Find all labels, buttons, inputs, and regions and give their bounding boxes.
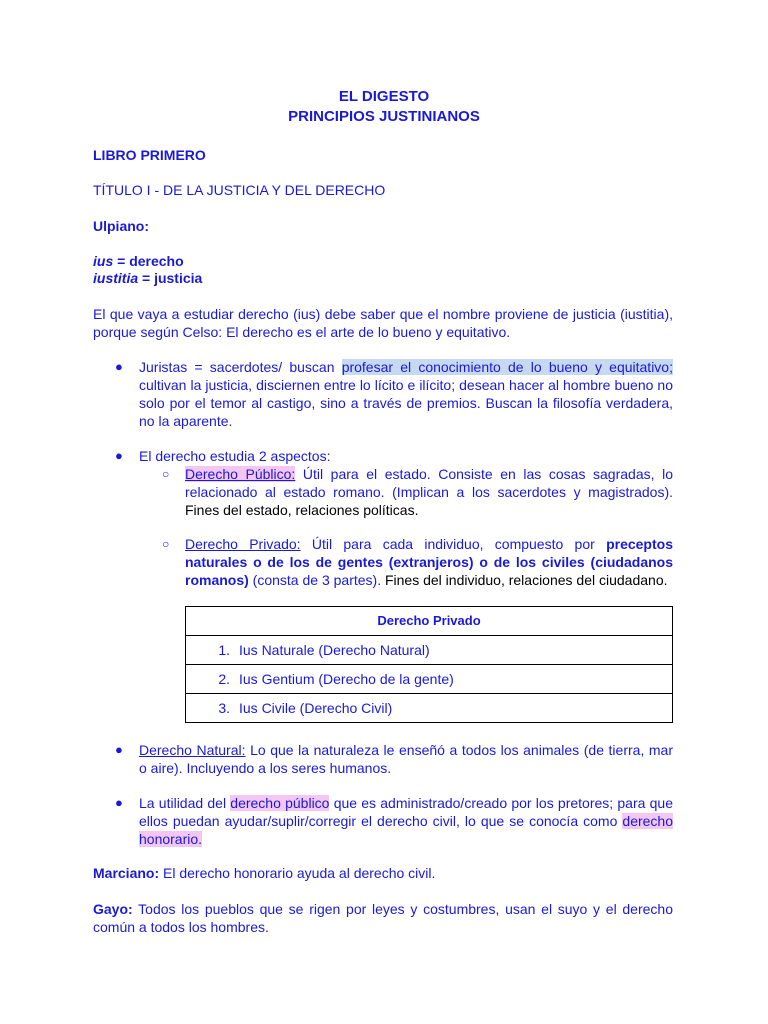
derecho-privado-desc2: (consta de 3 partes). xyxy=(248,572,382,588)
table-row xyxy=(186,636,673,665)
bullet-1-post: cultivan la justicia, disciernen entre lo lícito e ilícito; desean hacer al hombre bueno no solo por el temor al castigo, sino a través de premios. Buscan la filosofía verdadera, no la aparente. xyxy=(139,377,673,429)
bullet-4-marker: ● xyxy=(115,795,123,810)
table-cell xyxy=(186,694,673,723)
row-text: Ius Gentium (Derecho de la gente) xyxy=(239,671,454,687)
iustitia-def: = justicia xyxy=(138,270,203,286)
marciano-paragraph xyxy=(93,864,435,882)
titulo-heading: TÍTULO I - DE LA JUSTICIA Y DEL DERECHO xyxy=(93,182,386,198)
bullet-2-text: El derecho estudia 2 aspectos: xyxy=(139,448,331,464)
bullet-4-pre: La utilidad del xyxy=(139,795,231,811)
bullet-1-pre: Juristas = sacerdotes/ buscan xyxy=(139,359,342,375)
derecho-natural-label: Derecho Natural: xyxy=(139,742,246,758)
gayo-paragraph xyxy=(93,900,673,936)
derecho-privado-extra: Fines del individuo, relaciones del ciudadano. xyxy=(381,572,668,588)
bullet-1-marker: ● xyxy=(115,359,123,374)
derecho-privado-text xyxy=(185,535,673,589)
derecho-privado-label: Derecho Privado: xyxy=(185,536,301,552)
sub-2-marker: ○ xyxy=(162,537,170,551)
table-header: Derecho Privado xyxy=(186,607,673,636)
ius-definition xyxy=(93,252,184,270)
derecho-publico-desc: Útil para el estado. Consiste en las cosas sagradas, lo relacionado al estado romano. (Implican a los sacerdotes y magistrados). xyxy=(185,466,673,500)
derecho-privado-bold: preceptos naturales o de los de gentes (extranjeros) o de los civiles (ciudadanos romanos) xyxy=(185,536,673,588)
table-row xyxy=(186,665,673,694)
table-cell xyxy=(186,665,673,694)
derecho-privado-table xyxy=(185,606,673,723)
ius-term: ius xyxy=(93,253,114,269)
ius-def: = derecho xyxy=(113,253,184,269)
bullet-4-highlight-2: derecho honorario. xyxy=(139,813,673,847)
bullet-4-mid: que es administrado/creado por los pretores; para que ellos puedan ayudar/suplir/corregir el derecho civil, lo que se conocía como xyxy=(139,795,673,829)
doc-title: EL DIGESTO xyxy=(338,88,430,105)
derecho-publico-label: Derecho Público: xyxy=(185,466,296,482)
bullet-4-text xyxy=(139,794,673,848)
gayo-text: Todos los pueblos que se rigen por leyes y costumbres, usan el suyo y el derecho común a todos los hombres. xyxy=(93,901,673,935)
derecho-natural-desc: Lo que la naturaleza le enseñó a todos los animales (de tierra, mar o aire). Incluyendo a los seres humanos. xyxy=(139,742,674,776)
bullet-1-highlight: profesar el conocimiento de lo bueno y equitativo; xyxy=(341,359,673,375)
derecho-publico-text xyxy=(185,465,673,519)
table-cell xyxy=(186,636,673,665)
row-number: 1. xyxy=(218,642,230,658)
bullet-1-text xyxy=(139,358,673,430)
bullet-3-text xyxy=(139,741,673,777)
doc-subtitle: PRINCIPIOS JUSTINIANOS xyxy=(288,108,480,125)
marciano-label: Marciano: xyxy=(93,865,160,881)
bullet-3-marker: ● xyxy=(115,742,123,757)
ulpiano-label: Ulpiano: xyxy=(93,218,149,234)
intro-paragraph: El que vaya a estudiar derecho (ius) debe saber que el nombre proviene de justicia (iustitia), porque según Celso: El derecho es el arte de lo bueno y equitativo. xyxy=(93,306,673,340)
table-row xyxy=(186,694,673,723)
sub-1-marker: ○ xyxy=(162,467,170,481)
row-number: 3. xyxy=(218,700,230,716)
row-text: Ius Naturale (Derecho Natural) xyxy=(239,642,430,658)
row-text: Ius Civile (Derecho Civil) xyxy=(239,700,393,716)
libro-heading: LIBRO PRIMERO xyxy=(93,147,206,163)
iustitia-term: iustitia xyxy=(93,270,139,286)
derecho-publico-extra: Fines del estado, relaciones políticas. xyxy=(185,502,419,518)
bullet-4-highlight-1: derecho público xyxy=(230,795,330,811)
bullet-2-marker: ● xyxy=(115,448,123,463)
marciano-text: El derecho honorario ayuda al derecho civil. xyxy=(159,865,436,881)
table-header-row xyxy=(186,607,673,636)
derecho-privado-desc1: Útil para cada individuo, compuesto por xyxy=(300,536,607,552)
gayo-label: Gayo: xyxy=(93,901,133,917)
row-number: 2. xyxy=(218,671,230,687)
iustitia-definition xyxy=(93,269,202,287)
